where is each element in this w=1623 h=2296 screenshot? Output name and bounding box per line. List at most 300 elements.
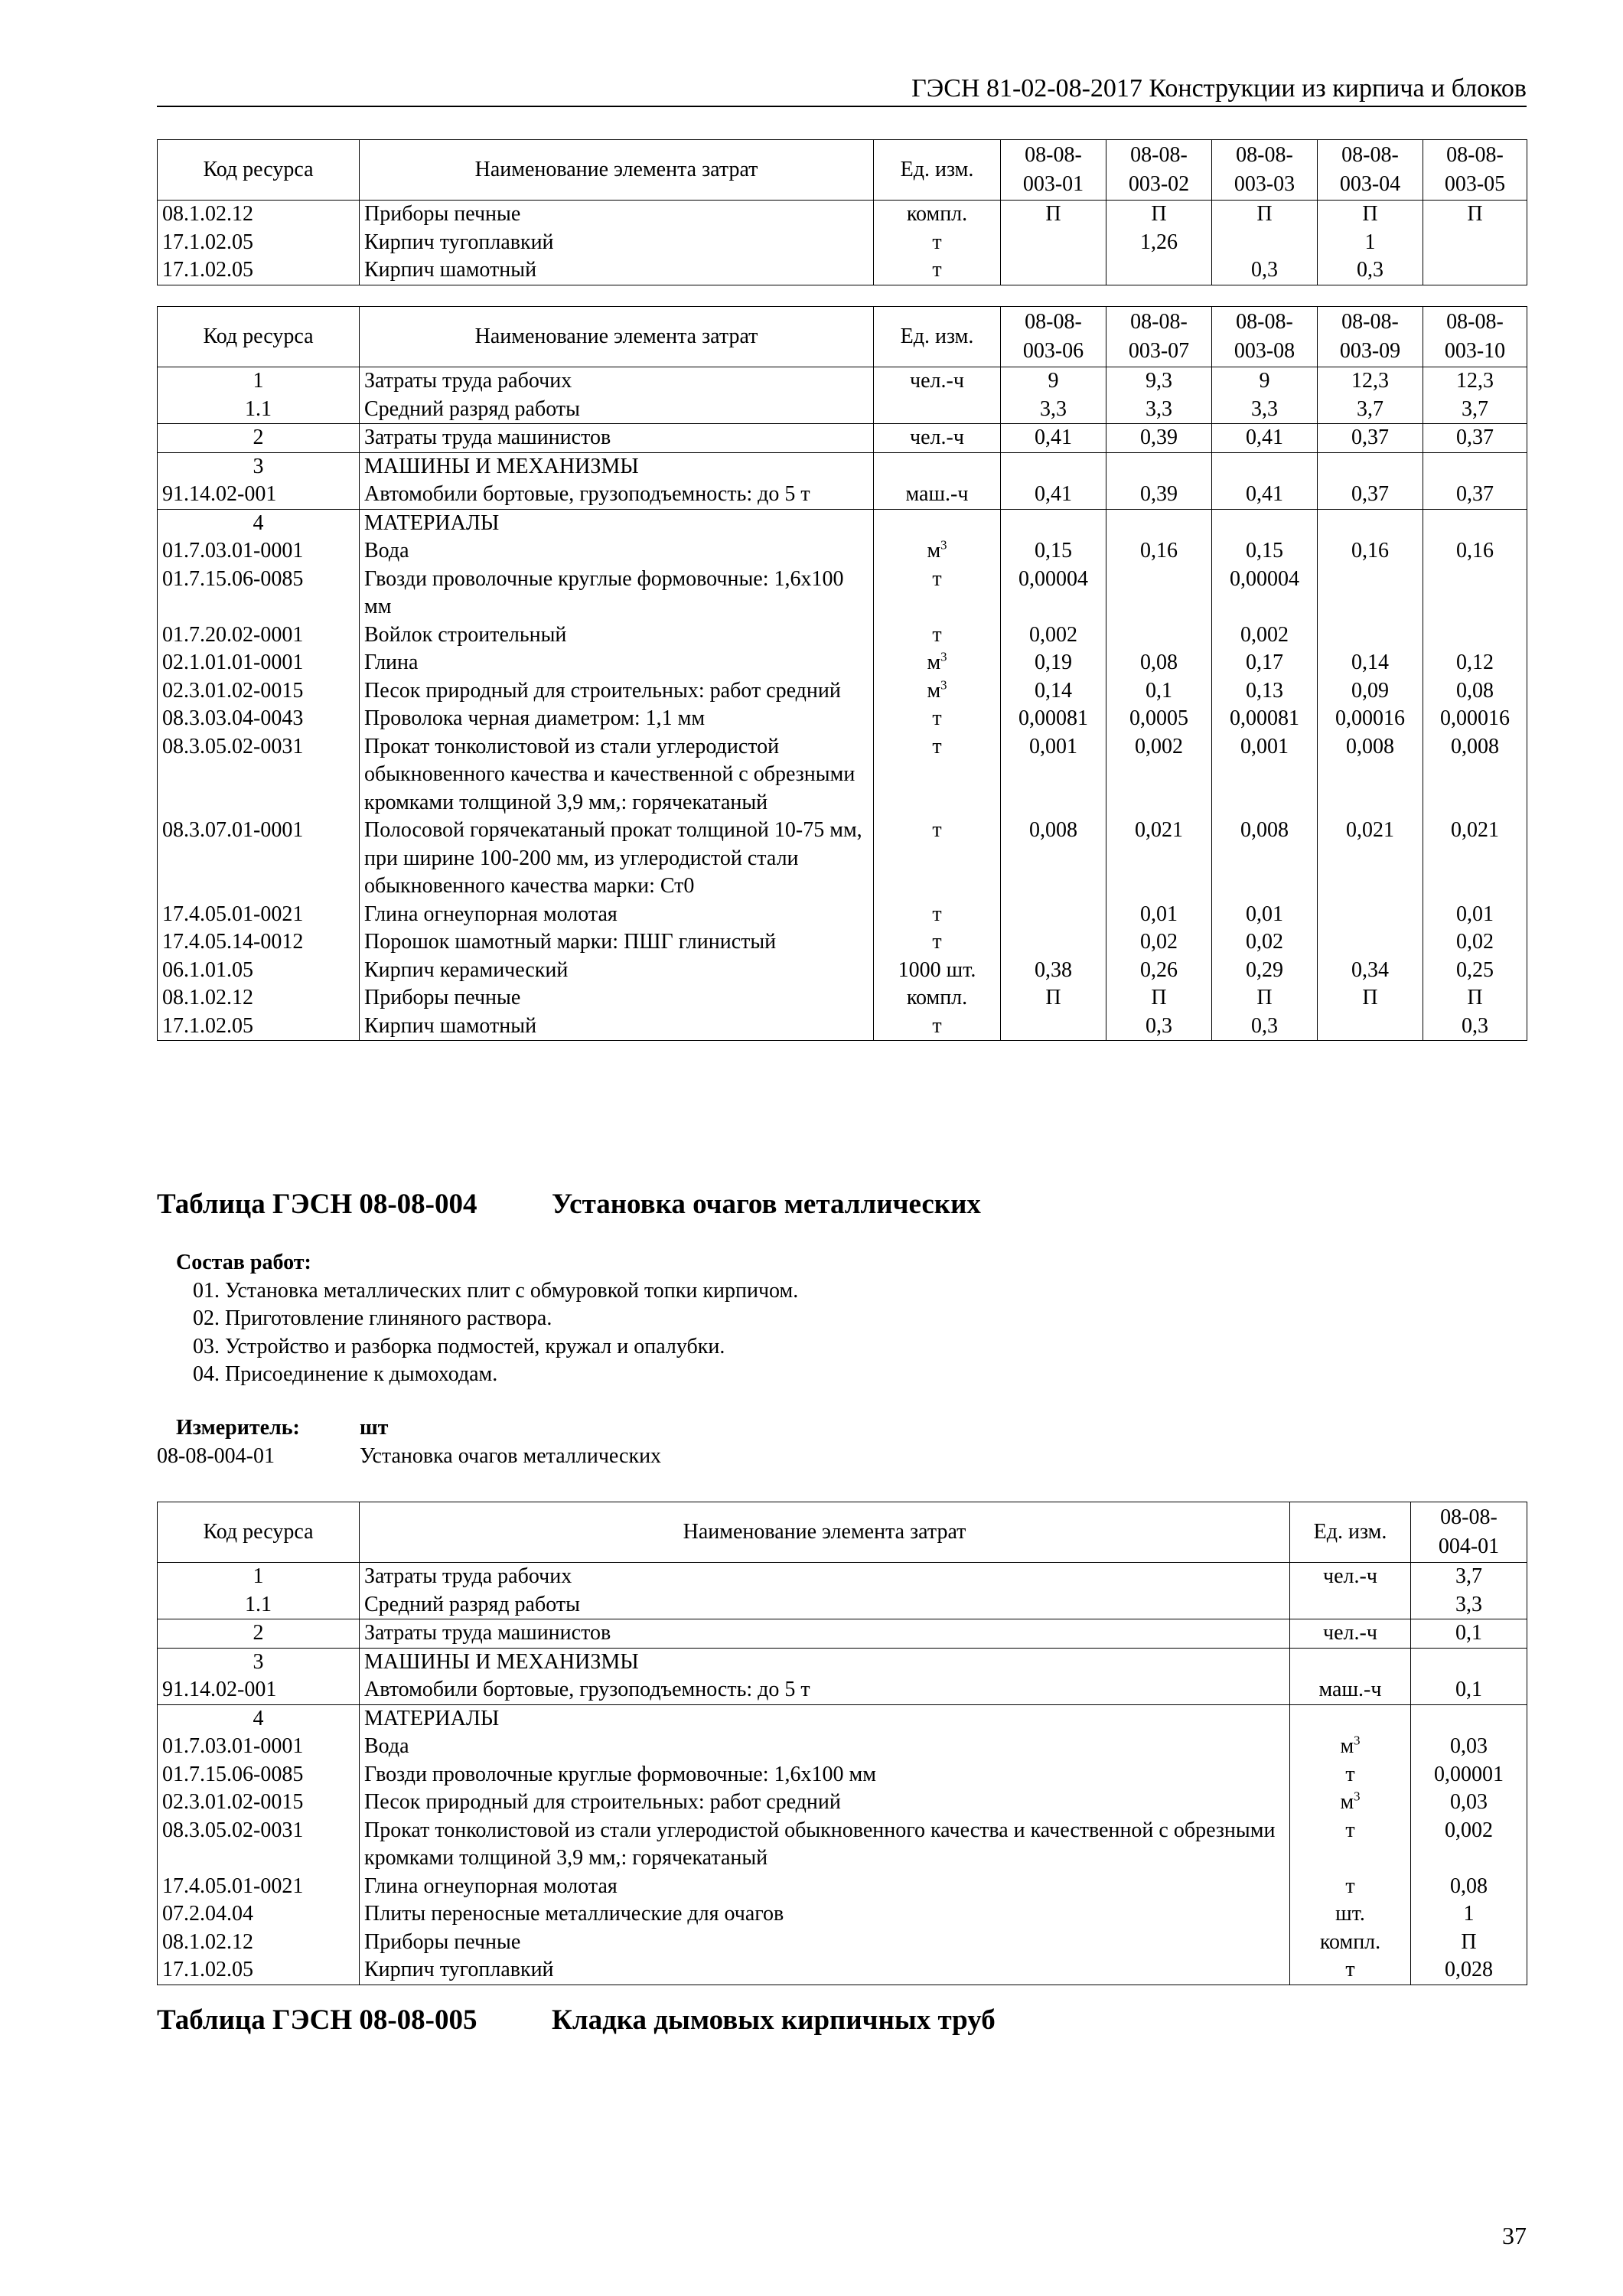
table-row (158, 256, 1527, 285)
resource-code: 08.1.02.12 (158, 1929, 360, 1957)
value-cell: 0,37 (1423, 424, 1527, 453)
work-item: 04. Присоединение к дымоходам. (193, 1362, 498, 1386)
value-cell (1001, 1013, 1106, 1041)
unit: компл. (1290, 1929, 1411, 1957)
table-row (158, 1873, 1527, 1901)
value-cell (1423, 509, 1527, 537)
column-header: 08-08- 003-06 (1001, 307, 1106, 367)
resource-code: 1.1 (158, 396, 360, 424)
value-cell: 0,08 (1106, 649, 1212, 677)
value-cell (1001, 229, 1106, 257)
value-cell: 0,08 (1411, 1873, 1527, 1901)
value-cell: 0,19 (1001, 649, 1106, 677)
value-cell (1106, 509, 1212, 537)
value-cell: 0,14 (1001, 677, 1106, 706)
table-row (158, 452, 1527, 481)
cost-item-name: Вода (360, 1733, 1290, 1761)
table-row (158, 649, 1527, 677)
value-cell: 0,39 (1106, 424, 1212, 453)
value-cell: П (1318, 201, 1423, 229)
cost-item-name: МАШИНЫ И МЕХАНИЗМЫ (360, 1648, 1290, 1676)
value-cell: П (1001, 984, 1106, 1013)
column-header: 08-08- 003-07 (1106, 307, 1212, 367)
value-cell: 0,25 (1423, 957, 1527, 985)
table-description: Кладка дымовых кирпичных труб (552, 2004, 996, 2036)
value-cell: 0,028 (1411, 1956, 1527, 1985)
value-cell: 0,00004 (1212, 566, 1318, 621)
resource-code: 17.1.02.05 (158, 256, 360, 285)
value-cell: 0,1 (1106, 677, 1212, 706)
table-header-row (158, 1502, 1527, 1563)
cost-item-name: Затраты труда рабочих (360, 367, 874, 396)
value-cell (1423, 621, 1527, 650)
work-composition-heading: Состав работ: (176, 1251, 311, 1274)
cost-item-name: Глина огнеупорная молотая (360, 1873, 1290, 1901)
resource-table-003-06-10 (157, 306, 1527, 1041)
unit: т (874, 705, 1001, 733)
column-header: Ед. изм. (874, 307, 1001, 367)
work-item: 02. Приготовление глиняного раствора. (193, 1306, 552, 1330)
value-cell (1001, 509, 1106, 537)
value-cell: П (1106, 201, 1212, 229)
cost-item-name: Затраты труда машинистов (360, 1619, 1290, 1649)
value-cell (1212, 452, 1318, 481)
value-cell: 0,15 (1001, 537, 1106, 566)
resource-code: 08.3.05.02-0031 (158, 733, 360, 817)
value-cell (1212, 509, 1318, 537)
value-cell: 3,7 (1411, 1563, 1527, 1591)
table-row (158, 1676, 1527, 1704)
column-header: Код ресурса (158, 307, 360, 367)
resource-code: 91.14.02-001 (158, 481, 360, 509)
table-row (158, 1563, 1527, 1591)
table-name: Таблица ГЭСН 08-08-005 (157, 2004, 477, 2036)
value-cell: 0,09 (1318, 677, 1423, 706)
cost-item-name: Кирпич шамотный (360, 1013, 874, 1041)
value-cell: 9 (1001, 367, 1106, 396)
column-header: Ед. изм. (874, 140, 1001, 201)
resource-code: 3 (158, 1648, 360, 1676)
table-body (158, 1563, 1527, 1985)
resource-code: 17.1.02.05 (158, 1956, 360, 1985)
value-cell (1318, 566, 1423, 621)
value-cell: 0,16 (1318, 537, 1423, 566)
resource-table-004 (157, 1502, 1527, 1985)
resource-code: 4 (158, 509, 360, 537)
resource-code: 08.3.07.01-0001 (158, 817, 360, 901)
value-cell: 0,3 (1212, 256, 1318, 285)
value-cell: 0,15 (1212, 537, 1318, 566)
value-cell: 3,3 (1411, 1591, 1527, 1619)
value-cell: П (1001, 201, 1106, 229)
table-row (158, 1619, 1527, 1649)
unit: т (1290, 1873, 1411, 1901)
work-item: 03. Устройство и разборка подмостей, кружал и опалубки. (193, 1334, 725, 1358)
value-cell: 0,002 (1212, 621, 1318, 650)
value-cell: 0,39 (1106, 481, 1212, 509)
measure-value: шт (360, 1416, 389, 1440)
table-body (158, 367, 1527, 1041)
value-cell: 0,01 (1423, 901, 1527, 929)
resource-code: 17.4.05.01-0021 (158, 1873, 360, 1901)
value-cell: 0,00004 (1001, 566, 1106, 621)
value-cell: 0,0005 (1106, 705, 1212, 733)
value-cell (1423, 452, 1527, 481)
value-cell: 0,12 (1423, 649, 1527, 677)
value-cell: 0,00081 (1212, 705, 1318, 733)
resource-code: 17.1.02.05 (158, 1013, 360, 1041)
value-cell: 0,001 (1212, 733, 1318, 817)
table-row (158, 509, 1527, 537)
resource-code: 01.7.03.01-0001 (158, 537, 360, 566)
value-cell: 0,00016 (1423, 705, 1527, 733)
cost-item-name: Прокат тонколистовой из стали углеродистой обыкновенного качества и качественной с обрезными кромками толщиной 3,9 мм,: горячекатаный (360, 733, 874, 817)
unit: т (874, 901, 1001, 929)
cost-item-name: Средний разряд работы (360, 1591, 1290, 1619)
value-cell: П (1318, 984, 1423, 1013)
value-cell: 3,7 (1318, 396, 1423, 424)
value-cell: 0,008 (1318, 733, 1423, 817)
value-cell: 0,02 (1212, 928, 1318, 957)
value-cell: 0,3 (1318, 256, 1423, 285)
value-cell: 12,3 (1423, 367, 1527, 396)
unit: компл. (874, 201, 1001, 229)
value-cell: 0,01 (1212, 901, 1318, 929)
value-cell: П (1212, 984, 1318, 1013)
value-cell: 0,41 (1001, 481, 1106, 509)
value-cell (1106, 621, 1212, 650)
unit (1290, 1648, 1411, 1676)
table-row (158, 1704, 1527, 1733)
value-cell: 0,1 (1411, 1619, 1527, 1649)
value-cell (1411, 1704, 1527, 1733)
value-cell: 0,03 (1411, 1733, 1527, 1761)
value-cell: 3,3 (1106, 396, 1212, 424)
table-row (158, 621, 1527, 650)
resource-code: 3 (158, 452, 360, 481)
column-header: 08-08- 003-05 (1423, 140, 1527, 201)
unit (874, 452, 1001, 481)
value-cell: 0,008 (1423, 733, 1527, 817)
table-row (158, 928, 1527, 957)
value-cell: 0,3 (1212, 1013, 1318, 1041)
value-cell: 1 (1411, 1900, 1527, 1929)
table-row (158, 229, 1527, 257)
value-cell (1106, 452, 1212, 481)
column-header: 08-08- 003-01 (1001, 140, 1106, 201)
unit: чел.-ч (874, 367, 1001, 396)
resource-code: 91.14.02-001 (158, 1676, 360, 1704)
table-heading-004 (157, 1188, 1152, 1221)
value-cell: 0,02 (1106, 928, 1212, 957)
measure-block (157, 1414, 922, 1470)
cost-item-name: Плиты переносные металлические для очагов (360, 1900, 1290, 1929)
unit: шт. (1290, 1900, 1411, 1929)
value-cell: 9,3 (1106, 367, 1212, 396)
resource-code: 4 (158, 1704, 360, 1733)
value-cell: 0,08 (1423, 677, 1527, 706)
cost-item-name: Песок природный для строительных: работ средний (360, 677, 874, 706)
unit: т (874, 256, 1001, 285)
resource-code: 01.7.15.06-0085 (158, 1761, 360, 1789)
table-row (158, 481, 1527, 509)
cost-item-name: Приборы печные (360, 984, 874, 1013)
value-cell: 0,1 (1411, 1676, 1527, 1704)
cost-item-name: Затраты труда рабочих (360, 1563, 1290, 1591)
cost-item-name: МАТЕРИАЛЫ (360, 509, 874, 537)
value-cell: 0,37 (1423, 481, 1527, 509)
unit: т (1290, 1761, 1411, 1789)
table-row (158, 984, 1527, 1013)
unit: т (1290, 1817, 1411, 1873)
value-cell (1318, 1013, 1423, 1041)
cost-item-name: Приборы печные (360, 201, 874, 229)
value-cell: П (1106, 984, 1212, 1013)
value-cell: 0,3 (1423, 1013, 1527, 1041)
value-cell: 0,00081 (1001, 705, 1106, 733)
value-cell (1423, 256, 1527, 285)
resource-code: 17.4.05.14-0012 (158, 928, 360, 957)
page-header: ГЭСН 81-02-08-2017 Конструкции из кирпича и блоков (157, 73, 1527, 107)
column-header: 08-08- 003-08 (1212, 307, 1318, 367)
cost-item-name: Войлок строительный (360, 621, 874, 650)
value-cell: П (1411, 1929, 1527, 1957)
work-composition (176, 1249, 798, 1389)
cost-item-name: Гвозди проволочные круглые формовочные: 1,6х100 мм (360, 1761, 1290, 1789)
unit: т (874, 928, 1001, 957)
resource-code: 02.3.01.02-0015 (158, 1789, 360, 1817)
table-row (158, 1789, 1527, 1817)
resource-code: 01.7.20.02-0001 (158, 621, 360, 650)
cost-item-name: Кирпич керамический (360, 957, 874, 985)
value-cell: 0,41 (1212, 424, 1318, 453)
column-header: Наименование элемента затрат (360, 307, 874, 367)
resource-code: 07.2.04.04 (158, 1900, 360, 1929)
unit (1290, 1704, 1411, 1733)
table-heading-005 (157, 2004, 1152, 2037)
column-header: Ед. изм. (1290, 1502, 1411, 1563)
value-cell: 3,3 (1001, 396, 1106, 424)
table-body (158, 201, 1527, 285)
table-row (158, 1817, 1527, 1873)
table-row (158, 1733, 1527, 1761)
column-header: Код ресурса (158, 140, 360, 201)
cost-item-name: Затраты труда машинистов (360, 424, 874, 453)
table-row (158, 677, 1527, 706)
cost-item-name: МАШИНЫ И МЕХАНИЗМЫ (360, 452, 874, 481)
table-row (158, 1591, 1527, 1619)
table-name: Таблица ГЭСН 08-08-004 (157, 1189, 477, 1220)
table-row (158, 424, 1527, 453)
column-header: 08-08- 003-10 (1423, 307, 1527, 367)
value-cell: 0,021 (1423, 817, 1527, 901)
resource-code: 2 (158, 1619, 360, 1649)
table-description: Установка очагов металлических (552, 1189, 981, 1220)
cost-item-name: Порошок шамотный марки: ПШГ глинистый (360, 928, 874, 957)
unit: маш.-ч (874, 481, 1001, 509)
table-row (158, 1900, 1527, 1929)
value-cell: 0,008 (1001, 817, 1106, 901)
norm-description: Установка очагов металлических (360, 1443, 662, 1468)
value-cell (1001, 452, 1106, 481)
unit: $м^3$ (874, 537, 1001, 566)
value-cell (1001, 928, 1106, 957)
measure-label: Измеритель: (176, 1416, 300, 1440)
cost-item-name: Кирпич шамотный (360, 256, 874, 285)
resource-code: 08.3.03.04-0043 (158, 705, 360, 733)
value-cell (1411, 1648, 1527, 1676)
cost-item-name: Песок природный для строительных: работ средний (360, 1789, 1290, 1817)
resource-code: 08.1.02.12 (158, 984, 360, 1013)
value-cell: 0,02 (1423, 928, 1527, 957)
value-cell: 0,13 (1212, 677, 1318, 706)
resource-code: 2 (158, 424, 360, 453)
column-header: Наименование элемента затрат (360, 1502, 1290, 1563)
column-header: 08-08- 004-01 (1411, 1502, 1527, 1563)
value-cell (1318, 452, 1423, 481)
column-header: 08-08- 003-04 (1318, 140, 1423, 201)
resource-code: 17.4.05.01-0021 (158, 901, 360, 929)
value-cell: П (1212, 201, 1318, 229)
resource-code: 08.1.02.12 (158, 201, 360, 229)
value-cell: 1 (1318, 229, 1423, 257)
table-row (158, 537, 1527, 566)
unit: маш.-ч (1290, 1676, 1411, 1704)
value-cell: 0,41 (1212, 481, 1318, 509)
table-row (158, 367, 1527, 396)
value-cell (1106, 256, 1212, 285)
resource-code: 06.1.01.05 (158, 957, 360, 985)
value-cell (1106, 566, 1212, 621)
resource-code: 08.3.05.02-0031 (158, 1817, 360, 1873)
column-header: Наименование элемента затрат (360, 140, 874, 201)
value-cell (1318, 928, 1423, 957)
table-row (158, 1761, 1527, 1789)
table-row (158, 957, 1527, 985)
column-header: 08-08- 003-02 (1106, 140, 1212, 201)
unit: т (874, 621, 1001, 650)
value-cell (1318, 621, 1423, 650)
unit: т (874, 566, 1001, 621)
value-cell: 1,26 (1106, 229, 1212, 257)
value-cell: 0,002 (1411, 1817, 1527, 1873)
value-cell: 0,01 (1106, 901, 1212, 929)
resource-code: 02.1.01.01-0001 (158, 649, 360, 677)
table-row (158, 901, 1527, 929)
unit: чел.-ч (1290, 1563, 1411, 1591)
value-cell (1318, 901, 1423, 929)
value-cell (1318, 509, 1423, 537)
norm-code: 08-08-004-01 (157, 1443, 275, 1468)
unit (874, 396, 1001, 424)
value-cell: П (1423, 984, 1527, 1013)
value-cell: 0,021 (1318, 817, 1423, 901)
resource-code: 17.1.02.05 (158, 229, 360, 257)
value-cell (1001, 256, 1106, 285)
value-cell: 0,41 (1001, 424, 1106, 453)
value-cell: 0,00016 (1318, 705, 1423, 733)
unit: $м^3$ (1290, 1733, 1411, 1761)
resource-code: 01.7.15.06-0085 (158, 566, 360, 621)
value-cell (1423, 229, 1527, 257)
cost-item-name: Средний разряд работы (360, 396, 874, 424)
cost-item-name: Автомобили бортовые, грузоподъемность: до 5 т (360, 1676, 1290, 1704)
unit: 1000 шт. (874, 957, 1001, 985)
unit (1290, 1591, 1411, 1619)
table-row (158, 1929, 1527, 1957)
column-header: Код ресурса (158, 1502, 360, 1563)
value-cell: 0,00001 (1411, 1761, 1527, 1789)
value-cell: 0,26 (1106, 957, 1212, 985)
value-cell: 0,002 (1001, 621, 1106, 650)
cost-item-name: Полосовой горячекатаный прокат толщиной 10-75 мм, при ширине 100-200 мм, из углеродистой стали обыкновенного качества марки: Ст0 (360, 817, 874, 901)
unit: чел.-ч (874, 424, 1001, 453)
value-cell: 0,17 (1212, 649, 1318, 677)
value-cell: 0,16 (1423, 537, 1527, 566)
value-cell: 0,14 (1318, 649, 1423, 677)
table-row (158, 396, 1527, 424)
value-cell: 3,7 (1423, 396, 1527, 424)
unit: чел.-ч (1290, 1619, 1411, 1649)
cost-item-name: Прокат тонколистовой из стали углеродистой обыкновенного качества и качественной с обрезными кромками толщиной 3,9 мм,: горячекатаный (360, 1817, 1290, 1873)
table-row (158, 566, 1527, 621)
unit: т (874, 1013, 1001, 1041)
cost-item-name: Проволока черная диаметром: 1,1 мм (360, 705, 874, 733)
table-row (158, 1013, 1527, 1041)
value-cell: 0,16 (1106, 537, 1212, 566)
resource-code: 1 (158, 1563, 360, 1591)
table-row (158, 1648, 1527, 1676)
value-cell: 0,021 (1106, 817, 1212, 901)
value-cell: 0,37 (1318, 481, 1423, 509)
table-row (158, 817, 1527, 901)
table-row (158, 733, 1527, 817)
unit: $м^3$ (874, 649, 1001, 677)
value-cell (1001, 901, 1106, 929)
value-cell: 9 (1212, 367, 1318, 396)
cost-item-name: Гвозди проволочные круглые формовочные: 1,6х100 мм (360, 566, 874, 621)
cost-item-name: Приборы печные (360, 1929, 1290, 1957)
work-item: 01. Установка металлических плит с обмуровкой топки кирпичом. (193, 1278, 799, 1303)
value-cell: 0,38 (1001, 957, 1106, 985)
table-row (158, 705, 1527, 733)
cost-item-name: Автомобили бортовые, грузоподъемность: до 5 т (360, 481, 874, 509)
unit (874, 509, 1001, 537)
resource-table-003-01-05 (157, 139, 1527, 285)
resource-code: 02.3.01.02-0015 (158, 677, 360, 706)
cost-item-name: Вода (360, 537, 874, 566)
table-header-row (158, 140, 1527, 201)
unit: $м^3$ (874, 677, 1001, 706)
value-cell: 0,3 (1106, 1013, 1212, 1041)
cost-item-name: МАТЕРИАЛЫ (360, 1704, 1290, 1733)
cost-item-name: Глина огнеупорная молотая (360, 901, 874, 929)
value-cell: 0,29 (1212, 957, 1318, 985)
column-header: 08-08- 003-03 (1212, 140, 1318, 201)
unit: т (1290, 1956, 1411, 1985)
cost-item-name: Кирпич тугоплавкий (360, 229, 874, 257)
value-cell (1423, 566, 1527, 621)
value-cell: 12,3 (1318, 367, 1423, 396)
cost-item-name: Кирпич тугоплавкий (360, 1956, 1290, 1985)
value-cell: П (1423, 201, 1527, 229)
unit: $м^3$ (1290, 1789, 1411, 1817)
unit: т (874, 229, 1001, 257)
unit: т (874, 733, 1001, 817)
cost-item-name: Глина (360, 649, 874, 677)
value-cell: 0,002 (1106, 733, 1212, 817)
value-cell: 0,008 (1212, 817, 1318, 901)
